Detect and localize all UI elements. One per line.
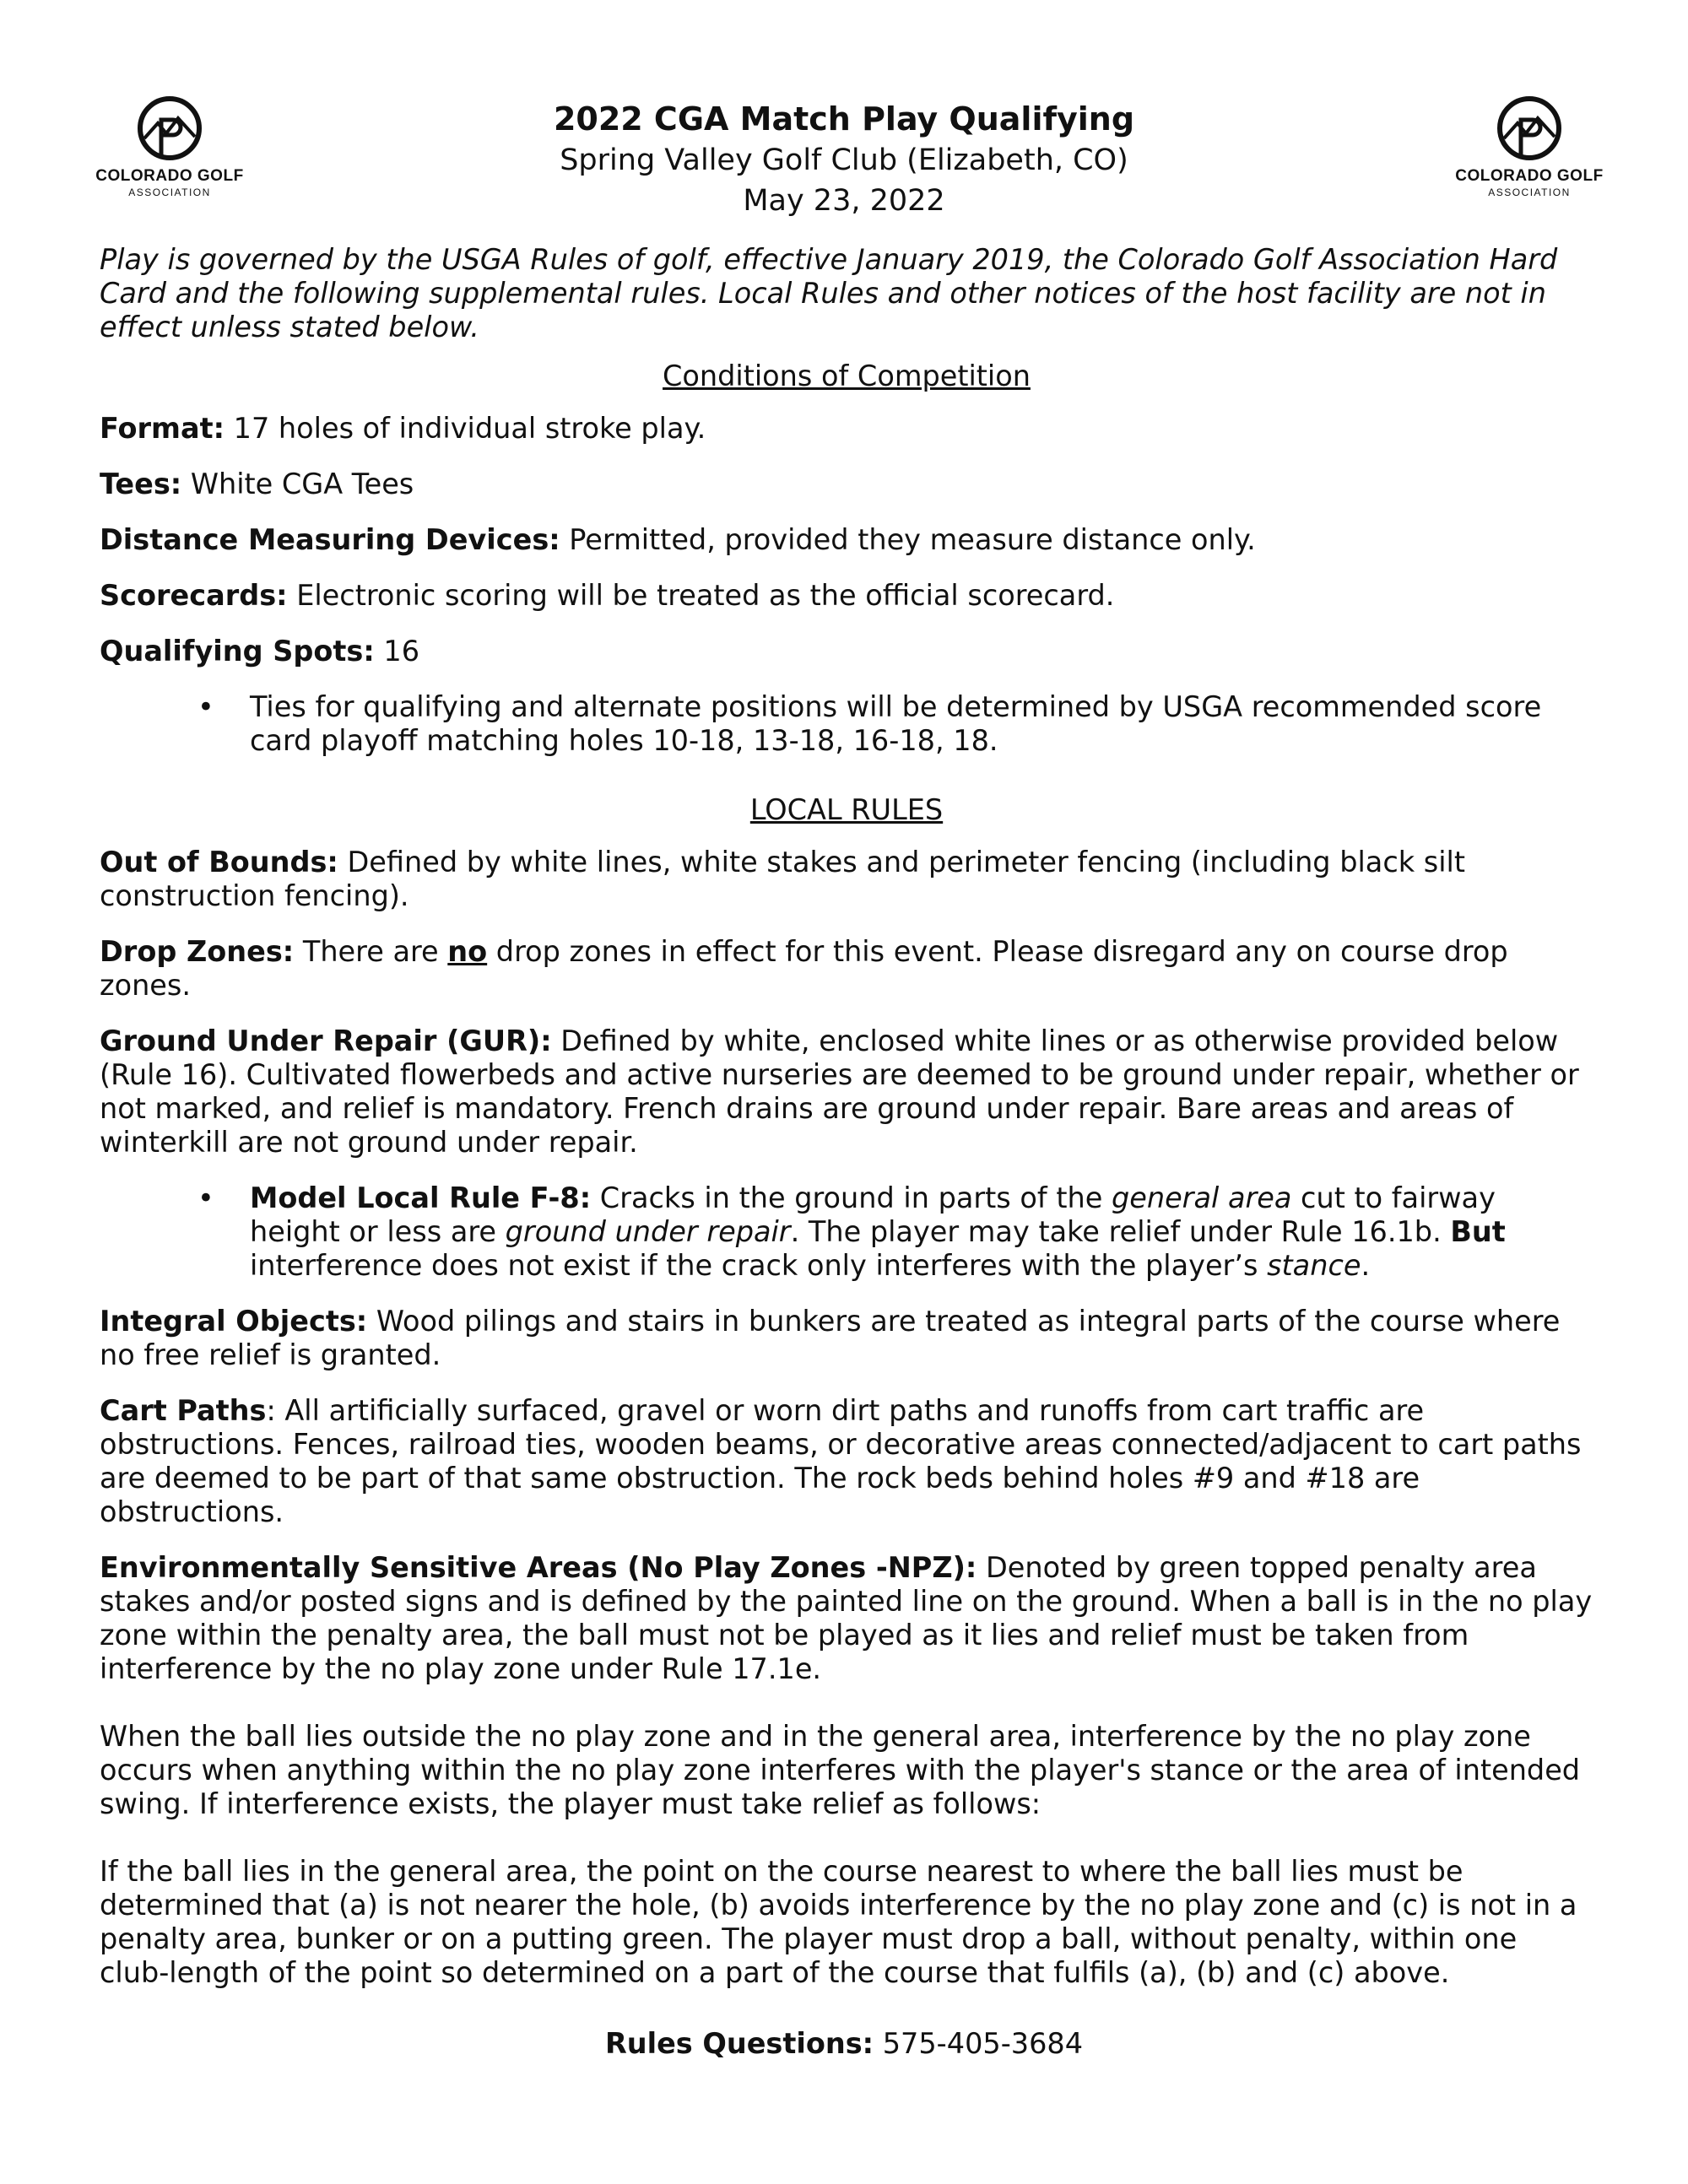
intro-paragraph: Play is governed by the USGA Rules of golf, effective January 2019, the Colorado Golf Association Hard Card and the following supplemental rules. Local Rules and other notices of the host facility are not in effect unless stated below.	[100, 243, 1558, 343]
scorecards-item	[100, 579, 1593, 613]
f8-bullet	[100, 1181, 1593, 1283]
dmd-value: Permitted, provided they measure distance only.	[560, 523, 1256, 556]
conditions-heading: Conditions of Competition	[663, 359, 1031, 392]
format-value: 17 holes of individual stroke play.	[225, 412, 706, 445]
cart-paths-item	[100, 1394, 1593, 1529]
f8-label: Model Local Rule F-8:	[250, 1181, 592, 1214]
esa-label: Environmentally Sensitive Areas (No Play Zones -NPZ):	[100, 1551, 977, 1584]
ties-bullet	[100, 690, 1593, 758]
cart-paths-value: : All artificially surfaced, gravel or worn dirt paths and runoffs from cart traffic are obstructions. Fences, railroad ties, wooden beams, or decorative areas connected/adjacent to cart paths are deemed to be part of that same obstruction. The rock beds behind holes #9 and #18 are obstructions.	[100, 1394, 1582, 1528]
oob-value: Defined by white lines, white stakes and perimeter fencing (including black silt construction fencing).	[100, 846, 1465, 912]
f8-text: . The player may take relief under Rule 16.1b.	[790, 1215, 1451, 1248]
integral-objects-label: Integral Objects:	[100, 1305, 368, 1338]
scorecards-value: Electronic scoring will be treated as the official scorecard.	[287, 579, 1115, 612]
f8-text: interference does not exist if the crack only interferes with the player’s	[250, 1249, 1268, 1282]
logo-subtitle: ASSOCIATION	[128, 187, 211, 198]
logo-subtitle: ASSOCIATION	[1488, 187, 1571, 198]
scorecards-label: Scorecards:	[100, 579, 288, 612]
mountain-circle-icon	[136, 95, 203, 162]
qualifying-spots-label: Qualifying Spots:	[100, 635, 375, 668]
gur-item	[100, 1024, 1593, 1160]
cga-logo-right	[1445, 95, 1614, 198]
f8-italic-term: general area	[1111, 1181, 1292, 1214]
document-body	[100, 243, 1593, 1990]
rules-questions	[0, 2027, 1688, 2061]
cart-paths-label: Cart Paths	[100, 1394, 267, 1427]
gur-value: Defined by white, enclosed white lines or as otherwise provided below (Rule 16). Cultivated flowerbeds and active nurseries are deemed to be ground under repair, whether or not marked, and relief is mandatory. French drains are ground under repair. Bare areas and areas of winterkill are not ground under repair.	[100, 1024, 1579, 1159]
rules-questions-phone: 575-405-3684	[874, 2027, 1084, 2060]
tees-item	[100, 468, 1593, 501]
integral-objects-value: Wood pilings and stairs in bunkers are treated as integral parts of the course where no free relief is granted.	[100, 1305, 1561, 1371]
drop-zones-text-end: drop zones in effect for this event. Please disregard any on course drop zones.	[100, 935, 1508, 1002]
f8-italic-term: stance	[1267, 1249, 1361, 1282]
drop-zones-text: There are	[294, 935, 448, 968]
f8-bold-term: But	[1450, 1215, 1506, 1248]
oob-label: Out of Bounds:	[100, 846, 338, 878]
f8-italic-term: ground under repair	[505, 1215, 791, 1248]
format-label: Format:	[100, 412, 225, 445]
drop-zones-label: Drop Zones:	[100, 935, 295, 968]
gur-label: Ground Under Repair (GUR):	[100, 1024, 552, 1057]
f8-text: Cracks in the ground in parts of the	[591, 1181, 1112, 1214]
local-rules-heading: LOCAL RULES	[749, 793, 944, 826]
format-item	[100, 412, 1593, 446]
f8-text: cut to fairway height or less are	[250, 1181, 1496, 1248]
cga-logo-left	[85, 95, 254, 198]
document-header	[380, 98, 1308, 221]
dmd-item	[100, 523, 1593, 557]
f8-text: .	[1361, 1249, 1371, 1282]
tees-value: White CGA Tees	[181, 468, 414, 500]
venue: Spring Valley Golf Club (Elizabeth, CO)	[560, 143, 1128, 177]
qualifying-spots-item	[100, 635, 1593, 668]
dmd-label: Distance Measuring Devices:	[100, 523, 560, 556]
logo-name: COLORADO GOLF	[1455, 167, 1604, 185]
drop-zones-item	[100, 935, 1593, 1003]
oob-item	[100, 846, 1593, 913]
esa-value: Denoted by green topped penalty area stakes and/or posted signs and is defined by the painted line on the ground. When a ball is in the no play zone within the penalty area, the ball must not be played as it lies and relief must be taken from interference by the no play zone under Rule 17.1e.	[100, 1551, 1593, 1685]
rules-questions-label: Rules Questions:	[604, 2027, 874, 2060]
integral-objects-item	[100, 1305, 1593, 1372]
bullet-icon: •	[197, 1181, 214, 1214]
logo-name: COLORADO GOLF	[95, 167, 244, 185]
event-date: May 23, 2022	[743, 184, 945, 218]
tees-label: Tees:	[100, 468, 182, 500]
esa-item	[100, 1551, 1593, 1686]
document-title: 2022 CGA Match Play Qualifying	[553, 100, 1135, 138]
ties-text: Ties for qualifying and alternate positions will be determined by USGA recommended score card playoff matching holes 10-18, 13-18, 16-18, 18.	[250, 690, 1542, 757]
bullet-icon: •	[197, 690, 214, 723]
esa-paragraph-3: If the ball lies in the general area, the point on the course nearest to where the ball lies must be determined that (a) is not nearer the hole, (b) avoids interference by the no play zone and (c) is not in a penalty area, bunker or on a putting green. The player must drop a ball, without penalty, within one club-length of the point so determined on a part of the course that fulfils (a), (b) and (c) above.	[100, 1855, 1577, 1989]
qualifying-spots-value: 16	[374, 635, 420, 668]
mountain-circle-icon	[1496, 95, 1563, 162]
esa-paragraph-2: When the ball lies outside the no play zone and in the general area, interference by the no play zone occurs when anything within the no play zone interferes with the player's stance or the area of intended swing. If interference exists, the player must take relief as follows:	[100, 1720, 1581, 1820]
drop-zones-emphasis: no	[447, 935, 488, 968]
